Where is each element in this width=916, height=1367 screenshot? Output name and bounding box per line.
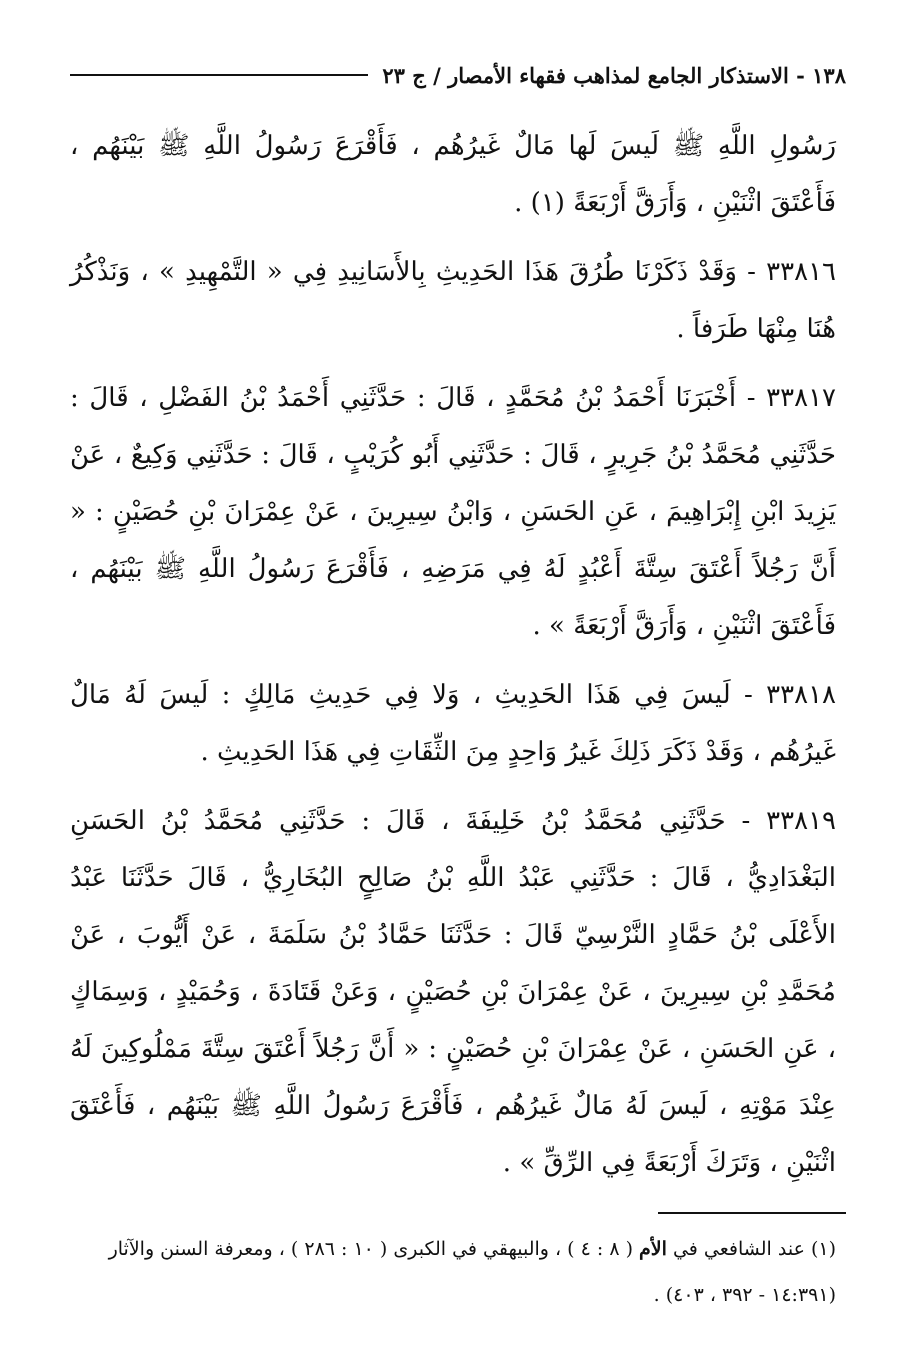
running-header xyxy=(70,58,846,92)
footnote-1-prefix: (١) عند الشافعي في xyxy=(672,1238,836,1260)
footnote-1-book: الأم xyxy=(639,1238,667,1260)
header-title: ١٣٨ - الاستذكار الجامع لمذاهب فقهاء الأمصار / ج ٢٣ xyxy=(382,62,846,88)
paragraph-continuation: رَسُولِ اللَّهِ ﷺ لَيسَ لَها مَالٌ غَيرُهُم ، فَأَقْرَعَ رَسُولُ اللَّهِ ﷺ بَيْنَهُم ، فَأَعْتَقَ اثْنَيْنِ ، وَأَرَقَّ أَرْبَعَةً (١) . xyxy=(70,131,837,218)
main-text xyxy=(70,118,836,1204)
footnote-1-rest: ( ٨ : ٤ ) ، والبيهقي في الكبرى ( ١٠ : ٢٨٦ ) ، ومعرفة السنن والآثار xyxy=(108,1238,633,1260)
footnote-1 xyxy=(70,1226,836,1272)
paragraph-33819: ٣٣٨١٩ - حَدَّثَنِي مُحَمَّدُ بْنُ خَلِيفَةَ ، قَالَ : حَدَّثَنِي مُحَمَّدُ بْنُ الحَسَنِ البَغْدَادِيُّ ، قَالَ : حَدَّثَنِي عَبْدُ اللَّهِ بْنُ صَالِحٍ البُخَارِيُّ ، قَالَ حَدَّثَنَا عَبْدُ الأَعْلَى بْنُ حَمَّادٍ النَّرْسِيّ قَالَ : حَدَّثَنَا حَمَّادُ بْنُ سَلَمَةَ ، عَنْ أَيُّوبَ ، عَنْ مُحَمَّدِ بْنِ سِيرِينَ ، عَنْ عِمْرَانَ بْنِ حُصَيْنٍ ، وَعَنْ قَتَادَةَ ، وَحُمَيْدٍ ، وَسِمَاكٍ ، عَنِ الحَسَنِ ، عَنْ عِمْرَانَ بْنِ حُصَيْنٍ : « أَنَّ رَجُلاً أَعْتَقَ سِتَّةَ مَمْلُوكِينَ لَهُ عِنْدَ مَوْتِهِ ، لَيسَ لَهُ مَالٌ غَيرُهُم ، فَأَقْرَعَ رَسُولُ اللَّهِ ﷺ بَيْنَهُم ، فَأَعْتَقَ اثْنَيْنِ ، وَتَرَكَ أَرْبَعَةً فِي الرِّقِّ » . xyxy=(70,806,837,1178)
footnote-rule xyxy=(658,1212,846,1214)
footnotes xyxy=(70,1226,836,1318)
header-rule xyxy=(70,74,368,76)
paragraph-33817: ٣٣٨١٧ - أَخْبَرَنَا أَحْمَدُ بْنُ مُحَمَّدٍ ، قَالَ : حَدَّثَنِي أَحْمَدُ بْنُ الفَضْلِ ، قَالَ : حَدَّثَنِي مُحَمَّدُ بْنُ جَرِيرٍ ، قَالَ : حَدَّثَنِي أَبُو كُرَيْبٍ ، قَالَ : حَدَّثَنِي وَكِيعٌ ، عَنْ يَزِيدَ ابْنِ إِبْرَاهِيمَ ، عَنِ الحَسَنِ ، وَابْنُ سِيرِينَ ، عَنْ عِمْرَانَ بْنِ حُصَيْنٍ : « أَنَّ رَجُلاً أَعْتَقَ سِتَّةَ أَعْبُدٍ لَهُ فِي مَرَضِهِ ، فَأَقْرَعَ رَسُولُ اللَّهِ ﷺ بَيْنَهُم ، فَأَعْتَقَ اثْنَيْنِ ، وَأَرَقَّ أَرْبَعَةً » . xyxy=(70,383,836,641)
paragraph-33816: ٣٣٨١٦ - وَقَدْ ذَكَرْنَا طُرُقَ هَذَا الحَدِيثِ بِالأَسَانِيدِ فِي « التَّمْهِيدِ » ، وَنَذْكُرُ هُنَا مِنْهَا طَرَفاً . xyxy=(70,257,836,344)
footnote-1-cont: (١٤:٣٩١ - ٣٩٢ ، ٤٠٣) . xyxy=(653,1284,836,1306)
paragraph-33818: ٣٣٨١٨ - لَيسَ فِي هَذَا الحَدِيثِ ، وَلا فِي حَدِيثِ مَالِكٍ : لَيسَ لَهُ مَالٌ غَيرُهُم ، وَقَدْ ذَكَرَ ذَلِكَ غَيرُ وَاحِدٍ مِنَ الثِّقَاتِ فِي هَذَا الحَدِيثِ . xyxy=(70,680,836,767)
